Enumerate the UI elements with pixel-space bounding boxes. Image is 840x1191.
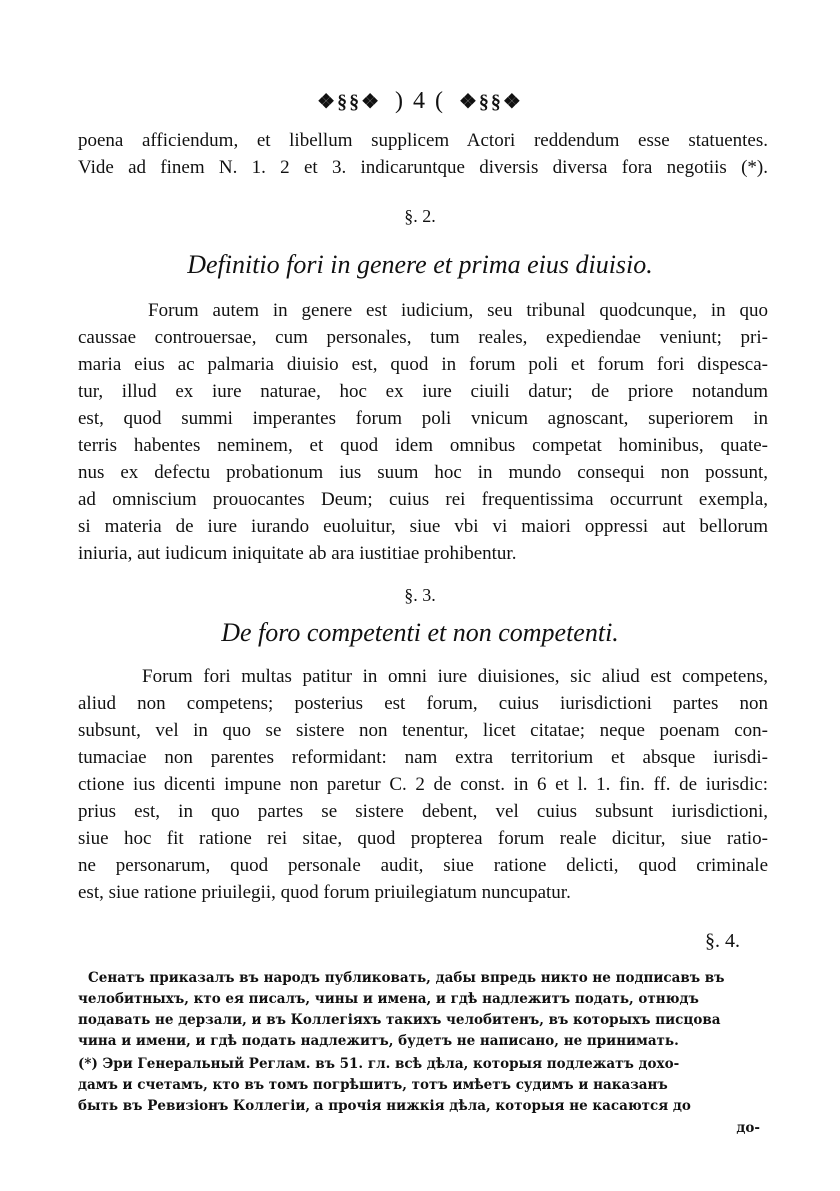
page-number: ) 4 ( bbox=[395, 88, 445, 114]
section-2-line: tur, illud ex iure naturae, hoc ex iure ciuili datur; de priore notandum bbox=[78, 381, 768, 402]
footnote-line: Сенатъ приказалъ въ народъ публиковать, дабы впредь никто не подписавъ въ bbox=[88, 970, 725, 986]
footnote-line: дамъ и счетамъ, кто въ томъ погрѣшитъ, тотъ имѣетъ судимъ и наказанъ bbox=[78, 1077, 668, 1093]
section-2-line: terris habentes neminem, et quod idem omnibus competat hominibus, quate- bbox=[78, 435, 768, 456]
section-2-mark: §. 2. bbox=[404, 206, 436, 226]
section-3-line: tumaciae non parentes reformidant: nam extra territorium et absque iurisdi- bbox=[78, 747, 768, 768]
section-3-line: ctione ius dicenti impune non paretur C. 2 de const. in 6 et l. 1. fin. ff. de iurisdic: bbox=[78, 774, 768, 795]
section-2-title: Definitio fori in genere et prima eius diuisio. bbox=[187, 250, 653, 279]
footnote-line: чина и имени, и гдѣ подать надлежитъ, будетъ не написано, не принимать. bbox=[78, 1033, 679, 1049]
section-2-line: ad omniscium prouocantes Deum; cuius rei frequentissima occurrunt exempla, bbox=[78, 489, 768, 510]
section-3-line: ne personarum, quod personale audit, siue ratione delicti, quod criminale bbox=[78, 855, 768, 876]
intro-line-1: poena afficiendum, et libellum supplicem Actori reddendum esse statuentes. bbox=[78, 130, 768, 151]
section-2-line: si materia de iure iurando euoluitur, siue vbi vi maiori oppressi aut bellorum bbox=[78, 516, 768, 537]
section-2-line: iniuria, aut iudicum iniquitate ab ara iustitiae prohibentur. bbox=[78, 543, 517, 564]
page-header bbox=[0, 88, 840, 115]
header-ornament-right: ❖§§❖ bbox=[458, 91, 523, 113]
section-2-line: maria eius ac palmaria diuisio est, quod in forum poli et forum fori dispesca- bbox=[78, 354, 768, 375]
catchword: §. 4. bbox=[705, 930, 740, 952]
intro-line-2: Vide ad finem N. 1. 2 et 3. indicaruntque diversis diversa fora negotiis (*). bbox=[78, 157, 768, 178]
header-ornament-left: ❖§§❖ bbox=[317, 91, 381, 113]
section-3-line: Forum fori multas patitur in omni iure diuisiones, sic aliud est competens, bbox=[142, 666, 768, 687]
footnote-line: быть въ Ревизіонъ Коллегіи, а прочія нижкія дѣла, которыя не касаются до bbox=[78, 1098, 691, 1114]
section-3-title: De foro competenti et non competenti. bbox=[221, 618, 619, 647]
section-2-line: caussae controuersae, cum personales, tum reales, expediendae veniunt; pri- bbox=[78, 327, 768, 348]
section-2-line: Forum autem in genere est iudicium, seu tribunal quodcunque, in quo bbox=[148, 300, 768, 321]
footnote-line: (*) Эри Генеральный Реглам. въ 51. гл. всѣ дѣла, которыя подлежатъ дохо- bbox=[78, 1056, 680, 1072]
section-2-line: est, quod summi imperantes forum poli vnicum agnoscant, superiorem in bbox=[78, 408, 768, 429]
section-3-line: est, siue ratione priuilegii, quod forum priuilegiatum nuncupatur. bbox=[78, 882, 571, 903]
section-3-line: prius est, in quo partes se sistere debent, vel cuius subsunt iurisdictioni, bbox=[78, 801, 768, 822]
footnote-line: подавать не дерзали, и въ Коллегіяхъ такихъ челобитенъ, въ которыхъ писцова bbox=[78, 1012, 721, 1028]
footnote-line: челобитныхъ, кто ея писалъ, чины и имена, и гдѣ надлежитъ подать, отнюдъ bbox=[78, 991, 699, 1007]
footnote-catchword: до- bbox=[736, 1120, 760, 1136]
section-3-line: subsunt, vel in quo se sistere non tenentur, licet citatae; neque poenam con- bbox=[78, 720, 768, 741]
section-3-line: siue hoc fit ratione rei sitae, quod propterea forum reale dicitur, siue ratio- bbox=[78, 828, 768, 849]
section-2-line: nus ex defectu probationum ius suum hoc in mundo consequi non possunt, bbox=[78, 462, 768, 483]
section-3-mark: §. 3. bbox=[404, 585, 436, 605]
section-3-line: aliud non competens; posterius est forum, cuius iurisdictioni partes non bbox=[78, 693, 768, 714]
